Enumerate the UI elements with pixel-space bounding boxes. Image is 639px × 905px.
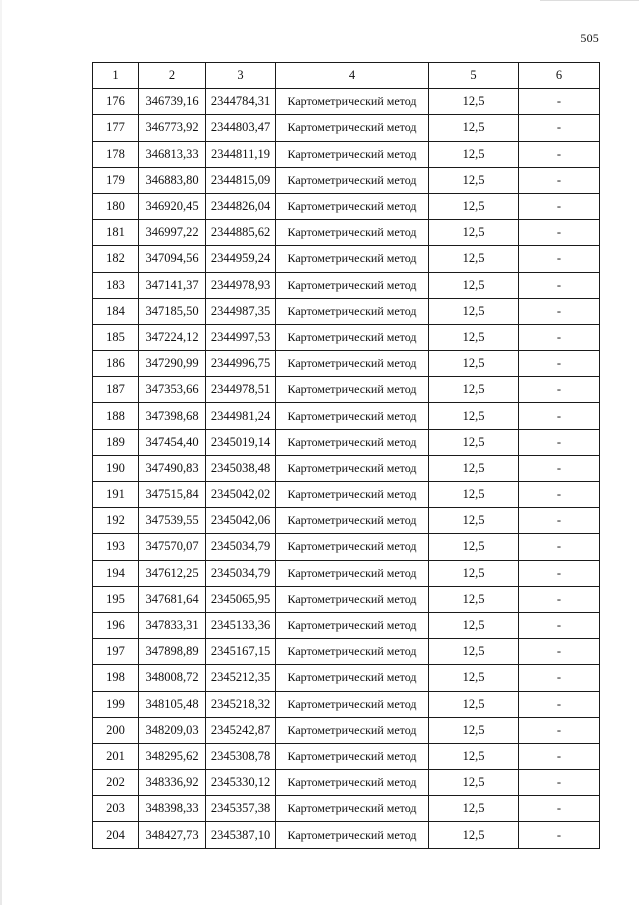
accuracy-cell: 12,5 [429, 298, 519, 324]
table-row [93, 220, 600, 246]
method-cell: Картометрический метод [276, 141, 429, 167]
x-coordinate-cell: 347833,31 [139, 612, 206, 638]
table-row [93, 586, 600, 612]
method-cell: Картометрический метод [276, 89, 429, 115]
x-coordinate-cell: 347898,89 [139, 639, 206, 665]
note-cell: - [519, 534, 600, 560]
accuracy-cell: 12,5 [429, 482, 519, 508]
y-coordinate-cell: 2344815,09 [206, 167, 276, 193]
method-cell: Картометрический метод [276, 220, 429, 246]
note-cell: - [519, 324, 600, 350]
column-header-3: 3 [206, 63, 276, 89]
point-number-cell: 198 [93, 665, 139, 691]
point-number-cell: 184 [93, 298, 139, 324]
table-row [93, 403, 600, 429]
table-row [93, 115, 600, 141]
note-cell: - [519, 560, 600, 586]
method-cell: Картометрический метод [276, 298, 429, 324]
note-cell: - [519, 822, 600, 848]
note-cell: - [519, 377, 600, 403]
table-row [93, 272, 600, 298]
note-cell: - [519, 429, 600, 455]
point-number-cell: 179 [93, 167, 139, 193]
note-cell: - [519, 455, 600, 481]
note-cell: - [519, 639, 600, 665]
table-row [93, 796, 600, 822]
note-cell: - [519, 743, 600, 769]
x-coordinate-cell: 348398,33 [139, 796, 206, 822]
x-coordinate-cell: 346813,33 [139, 141, 206, 167]
x-coordinate-cell: 348105,48 [139, 691, 206, 717]
point-number-cell: 185 [93, 324, 139, 350]
method-cell: Картометрический метод [276, 560, 429, 586]
note-cell: - [519, 770, 600, 796]
method-cell: Картометрический метод [276, 377, 429, 403]
note-cell: - [519, 665, 600, 691]
point-number-cell: 195 [93, 586, 139, 612]
method-cell: Картометрический метод [276, 822, 429, 848]
accuracy-cell: 12,5 [429, 508, 519, 534]
point-number-cell: 202 [93, 770, 139, 796]
y-coordinate-cell: 2344987,35 [206, 298, 276, 324]
note-cell: - [519, 115, 600, 141]
accuracy-cell: 12,5 [429, 246, 519, 272]
point-number-cell: 203 [93, 796, 139, 822]
note-cell: - [519, 220, 600, 246]
accuracy-cell: 12,5 [429, 770, 519, 796]
note-cell: - [519, 403, 600, 429]
x-coordinate-cell: 347290,99 [139, 351, 206, 377]
x-coordinate-cell: 348209,03 [139, 717, 206, 743]
y-coordinate-cell: 2344997,53 [206, 324, 276, 350]
coordinates-table [92, 62, 600, 849]
method-cell: Картометрический метод [276, 324, 429, 350]
note-cell: - [519, 193, 600, 219]
method-cell: Картометрический метод [276, 429, 429, 455]
table-row [93, 691, 600, 717]
y-coordinate-cell: 2345218,32 [206, 691, 276, 717]
note-cell: - [519, 141, 600, 167]
point-number-cell: 199 [93, 691, 139, 717]
x-coordinate-cell: 347094,56 [139, 246, 206, 272]
accuracy-cell: 12,5 [429, 115, 519, 141]
accuracy-cell: 12,5 [429, 743, 519, 769]
accuracy-cell: 12,5 [429, 89, 519, 115]
x-coordinate-cell: 347612,25 [139, 560, 206, 586]
y-coordinate-cell: 2344981,24 [206, 403, 276, 429]
y-coordinate-cell: 2345330,12 [206, 770, 276, 796]
y-coordinate-cell: 2344978,93 [206, 272, 276, 298]
y-coordinate-cell: 2344959,24 [206, 246, 276, 272]
accuracy-cell: 12,5 [429, 403, 519, 429]
method-cell: Картометрический метод [276, 717, 429, 743]
table-row [93, 560, 600, 586]
accuracy-cell: 12,5 [429, 167, 519, 193]
method-cell: Картометрический метод [276, 193, 429, 219]
note-cell: - [519, 351, 600, 377]
method-cell: Картометрический метод [276, 455, 429, 481]
y-coordinate-cell: 2344978,51 [206, 377, 276, 403]
note-cell: - [519, 796, 600, 822]
table-row [93, 482, 600, 508]
point-number-cell: 189 [93, 429, 139, 455]
method-cell: Картометрический метод [276, 586, 429, 612]
y-coordinate-cell: 2344811,19 [206, 141, 276, 167]
table-row [93, 89, 600, 115]
method-cell: Картометрический метод [276, 482, 429, 508]
note-cell: - [519, 691, 600, 717]
y-coordinate-cell: 2345242,87 [206, 717, 276, 743]
accuracy-cell: 12,5 [429, 691, 519, 717]
note-cell: - [519, 246, 600, 272]
point-number-cell: 178 [93, 141, 139, 167]
y-coordinate-cell: 2345019,14 [206, 429, 276, 455]
table-row [93, 665, 600, 691]
table-row [93, 193, 600, 219]
page-number: 505 [580, 31, 599, 45]
column-header-4: 4 [276, 63, 429, 89]
accuracy-cell: 12,5 [429, 560, 519, 586]
method-cell: Картометрический метод [276, 403, 429, 429]
x-coordinate-cell: 347185,50 [139, 298, 206, 324]
accuracy-cell: 12,5 [429, 534, 519, 560]
x-coordinate-cell: 348008,72 [139, 665, 206, 691]
table-row [93, 770, 600, 796]
table-row [93, 141, 600, 167]
x-coordinate-cell: 347398,68 [139, 403, 206, 429]
table-row [93, 455, 600, 481]
method-cell: Картометрический метод [276, 508, 429, 534]
y-coordinate-cell: 2345387,10 [206, 822, 276, 848]
method-cell: Картометрический метод [276, 246, 429, 272]
note-cell: - [519, 612, 600, 638]
method-cell: Картометрический метод [276, 351, 429, 377]
point-number-cell: 194 [93, 560, 139, 586]
y-coordinate-cell: 2345034,79 [206, 534, 276, 560]
y-coordinate-cell: 2345357,38 [206, 796, 276, 822]
y-coordinate-cell: 2345042,06 [206, 508, 276, 534]
y-coordinate-cell: 2345034,79 [206, 560, 276, 586]
accuracy-cell: 12,5 [429, 717, 519, 743]
x-coordinate-cell: 347490,83 [139, 455, 206, 481]
x-coordinate-cell: 346920,45 [139, 193, 206, 219]
method-cell: Картометрический метод [276, 770, 429, 796]
point-number-cell: 201 [93, 743, 139, 769]
point-number-cell: 176 [93, 89, 139, 115]
accuracy-cell: 12,5 [429, 796, 519, 822]
point-number-cell: 190 [93, 455, 139, 481]
method-cell: Картометрический метод [276, 639, 429, 665]
y-coordinate-cell: 2344803,47 [206, 115, 276, 141]
accuracy-cell: 12,5 [429, 324, 519, 350]
table-row [93, 429, 600, 455]
point-number-cell: 204 [93, 822, 139, 848]
accuracy-cell: 12,5 [429, 351, 519, 377]
accuracy-cell: 12,5 [429, 272, 519, 298]
y-coordinate-cell: 2345038,48 [206, 455, 276, 481]
x-coordinate-cell: 347681,64 [139, 586, 206, 612]
table-row [93, 639, 600, 665]
point-number-cell: 192 [93, 508, 139, 534]
y-coordinate-cell: 2344996,75 [206, 351, 276, 377]
y-coordinate-cell: 2344784,31 [206, 89, 276, 115]
method-cell: Картометрический метод [276, 167, 429, 193]
y-coordinate-cell: 2345212,35 [206, 665, 276, 691]
method-cell: Картометрический метод [276, 272, 429, 298]
accuracy-cell: 12,5 [429, 665, 519, 691]
x-coordinate-cell: 348336,92 [139, 770, 206, 796]
method-cell: Картометрический метод [276, 612, 429, 638]
x-coordinate-cell: 347454,40 [139, 429, 206, 455]
x-coordinate-cell: 347515,84 [139, 482, 206, 508]
accuracy-cell: 12,5 [429, 377, 519, 403]
y-coordinate-cell: 2344885,62 [206, 220, 276, 246]
accuracy-cell: 12,5 [429, 193, 519, 219]
column-header-2: 2 [139, 63, 206, 89]
method-cell: Картометрический метод [276, 665, 429, 691]
table-row [93, 717, 600, 743]
note-cell: - [519, 508, 600, 534]
table-row [93, 612, 600, 638]
method-cell: Картометрический метод [276, 534, 429, 560]
x-coordinate-cell: 347539,55 [139, 508, 206, 534]
x-coordinate-cell: 348427,73 [139, 822, 206, 848]
table-row [93, 743, 600, 769]
scan-edge-shadow [0, 0, 2, 905]
table-row [93, 324, 600, 350]
note-cell: - [519, 272, 600, 298]
point-number-cell: 181 [93, 220, 139, 246]
column-header-5: 5 [429, 63, 519, 89]
note-cell: - [519, 717, 600, 743]
y-coordinate-cell: 2344826,04 [206, 193, 276, 219]
table-header-row [93, 63, 600, 89]
x-coordinate-cell: 346739,16 [139, 89, 206, 115]
note-cell: - [519, 89, 600, 115]
x-coordinate-cell: 346997,22 [139, 220, 206, 246]
y-coordinate-cell: 2345133,36 [206, 612, 276, 638]
point-number-cell: 182 [93, 246, 139, 272]
accuracy-cell: 12,5 [429, 141, 519, 167]
point-number-cell: 193 [93, 534, 139, 560]
table-row [93, 351, 600, 377]
point-number-cell: 191 [93, 482, 139, 508]
y-coordinate-cell: 2345167,15 [206, 639, 276, 665]
x-coordinate-cell: 347224,12 [139, 324, 206, 350]
table-row [93, 246, 600, 272]
accuracy-cell: 12,5 [429, 220, 519, 246]
column-header-1: 1 [93, 63, 139, 89]
note-cell: - [519, 482, 600, 508]
scan-top-edge [540, 0, 639, 1]
accuracy-cell: 12,5 [429, 429, 519, 455]
table-row [93, 534, 600, 560]
x-coordinate-cell: 346773,92 [139, 115, 206, 141]
accuracy-cell: 12,5 [429, 639, 519, 665]
table-body [93, 89, 600, 848]
accuracy-cell: 12,5 [429, 822, 519, 848]
point-number-cell: 200 [93, 717, 139, 743]
x-coordinate-cell: 348295,62 [139, 743, 206, 769]
note-cell: - [519, 586, 600, 612]
table-row [93, 508, 600, 534]
method-cell: Картометрический метод [276, 115, 429, 141]
note-cell: - [519, 167, 600, 193]
y-coordinate-cell: 2345042,02 [206, 482, 276, 508]
table-row [93, 167, 600, 193]
point-number-cell: 187 [93, 377, 139, 403]
x-coordinate-cell: 347141,37 [139, 272, 206, 298]
point-number-cell: 188 [93, 403, 139, 429]
y-coordinate-cell: 2345308,78 [206, 743, 276, 769]
x-coordinate-cell: 347353,66 [139, 377, 206, 403]
accuracy-cell: 12,5 [429, 586, 519, 612]
point-number-cell: 186 [93, 351, 139, 377]
x-coordinate-cell: 346883,80 [139, 167, 206, 193]
point-number-cell: 197 [93, 639, 139, 665]
accuracy-cell: 12,5 [429, 612, 519, 638]
y-coordinate-cell: 2345065,95 [206, 586, 276, 612]
accuracy-cell: 12,5 [429, 455, 519, 481]
method-cell: Картометрический метод [276, 691, 429, 717]
method-cell: Картометрический метод [276, 743, 429, 769]
x-coordinate-cell: 347570,07 [139, 534, 206, 560]
point-number-cell: 177 [93, 115, 139, 141]
point-number-cell: 180 [93, 193, 139, 219]
table-row [93, 298, 600, 324]
method-cell: Картометрический метод [276, 796, 429, 822]
point-number-cell: 183 [93, 272, 139, 298]
column-header-6: 6 [519, 63, 600, 89]
point-number-cell: 196 [93, 612, 139, 638]
note-cell: - [519, 298, 600, 324]
table-row [93, 377, 600, 403]
table-row [93, 822, 600, 848]
